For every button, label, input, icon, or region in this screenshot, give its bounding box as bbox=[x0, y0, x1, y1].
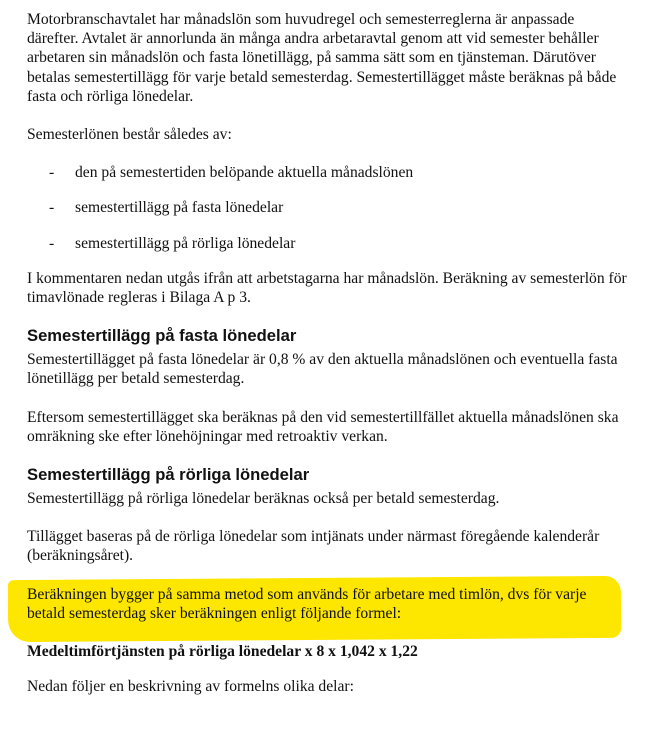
variable-paragraph-2: Tillägget baseras på de rörliga lönedelar som intjänats under närmast föregående kalenderår (beräkningsåret). bbox=[27, 528, 600, 565]
dash-bullet: - bbox=[49, 199, 55, 217]
list-item bbox=[27, 198, 627, 217]
closing-paragraph: Nedan följer en beskrivning av formelns olika delar: bbox=[27, 678, 354, 696]
document-page bbox=[27, 10, 627, 696]
intro-paragraph: Motorbranschavtalet har månadslön som huvudregel och semesterreglerna är anpassade därefter. Avtalet är annorlunda än många andra arbetaravtal genom att vid semester behåller arbetaren sin månadslön och fasta lönetillägg, på samma sätt som en tjänsteman. Därutöver betalas semestertillägg för varje betald semesterdag. Semestertillägget måste beräknas på både fasta och rörliga lönedelar. bbox=[27, 11, 617, 105]
highlighted-passage bbox=[27, 585, 627, 623]
dash-bullet: - bbox=[49, 234, 55, 252]
commentary-paragraph: I kommentaren nedan utgås ifrån att arbetstagarna har månadslön. Beräkning av semesterlön för timavlönade regleras i Bilaga A p 3. bbox=[27, 269, 627, 307]
formula: Medeltimförtjänsten på rörliga lönedelar x 8 x 1,042 x 1,22 bbox=[27, 643, 418, 661]
fixed-paragraph-1: Semestertillägget på fasta lönedelar är 0,8 % av den aktuella månadslönen och eventuella fasta lönetillägg per betald semesterdag. bbox=[27, 351, 618, 388]
highlighted-paragraph: Beräkningen bygger på samma metod som används för arbetare med timlön, dvs för varje betald semesterdag sker beräkningen enligt följande formel: bbox=[27, 585, 587, 622]
heading-fixed-components: Semestertillägg på fasta lönedelar bbox=[27, 326, 297, 346]
heading-variable-components: Semestertillägg på rörliga lönedelar bbox=[27, 465, 310, 485]
salary-components-list bbox=[27, 163, 627, 253]
composition-paragraph: Semesterlönen består således av: bbox=[27, 126, 232, 144]
list-item bbox=[27, 163, 627, 182]
variable-paragraph-1: Semestertillägg på rörliga lönedelar beräknas också per betald semesterdag. bbox=[27, 490, 500, 508]
list-item-text: semestertillägg på fasta lönedelar bbox=[75, 199, 284, 217]
dash-bullet: - bbox=[49, 164, 55, 182]
list-item bbox=[27, 234, 627, 253]
fixed-paragraph-2: Eftersom semestertillägget ska beräknas på den vid semestertillfället aktuella månadslönen ska omräkning ske efter lönehöjningar med retroaktiv verkan. bbox=[27, 408, 619, 445]
list-item-text: semestertillägg på rörliga lönedelar bbox=[75, 234, 296, 252]
list-item-text: den på semestertiden belöpande aktuella månadslönen bbox=[75, 164, 414, 182]
